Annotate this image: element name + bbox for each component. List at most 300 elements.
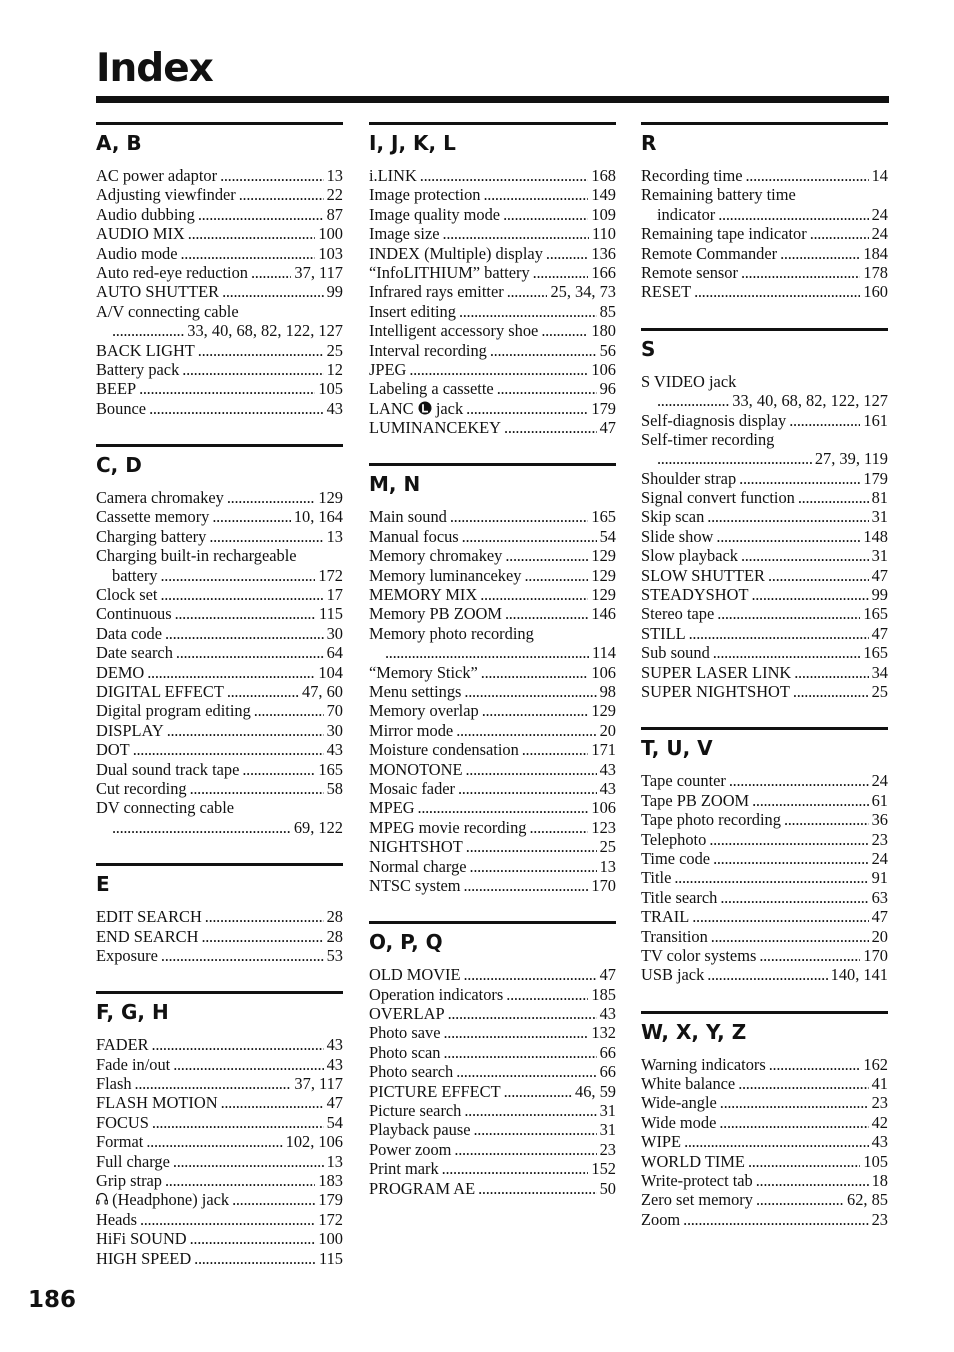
leader-dots	[443, 1023, 588, 1042]
leader-dots	[748, 1152, 860, 1171]
index-entry	[96, 1229, 343, 1248]
entry-label: BEEP	[96, 379, 137, 399]
leader-dots	[768, 566, 869, 585]
entry-pages: 20	[599, 720, 616, 740]
leader-dots	[741, 263, 860, 282]
entry-label-group	[369, 837, 463, 856]
entry-label: FADER	[96, 1035, 149, 1055]
entry-pages: 36	[871, 810, 888, 830]
entry-label-group	[641, 1210, 680, 1229]
entry-label-group	[96, 1190, 229, 1209]
entry-pages: 47, 60	[302, 681, 343, 701]
entry-label-group	[369, 166, 417, 185]
entry-label: Slow playback	[641, 546, 738, 566]
entry-pages: 149	[591, 185, 616, 205]
entry-label: NIGHTSHOT	[369, 837, 463, 857]
entry-pages: 106	[591, 359, 616, 379]
entry-label: MPEG	[369, 798, 415, 818]
index-entry	[369, 321, 616, 340]
leader-dots	[713, 643, 861, 662]
leader-dots	[717, 604, 860, 623]
index-entry	[96, 263, 343, 282]
index-entry	[641, 830, 888, 849]
entry-label-group	[641, 263, 738, 282]
entry-label-group	[369, 321, 538, 340]
entry-pages: 129	[591, 701, 616, 721]
index-entry	[369, 876, 616, 895]
index-entry	[369, 663, 616, 682]
entry-label: Image quality mode	[369, 204, 501, 224]
leader-dots	[794, 663, 868, 682]
leader-dots	[524, 566, 588, 585]
entry-pages: 43	[871, 1132, 888, 1152]
entry-pages: 102, 106	[285, 1132, 343, 1152]
leader-dots	[112, 321, 184, 340]
index-entry	[96, 624, 343, 643]
leader-dots	[464, 1101, 596, 1120]
index-entry-continued	[641, 205, 888, 224]
leader-dots	[161, 566, 316, 585]
index-entry	[369, 507, 616, 526]
entry-label: HIGH SPEED	[96, 1248, 192, 1268]
entry-label-group	[96, 740, 130, 759]
entry-pages: 13	[326, 526, 343, 546]
index-entry	[96, 185, 343, 204]
leader-dots	[810, 224, 869, 243]
entry-label-group	[641, 1055, 766, 1074]
leader-dots	[504, 1082, 572, 1101]
entry-label: Tape counter	[641, 771, 726, 791]
entry-label-group	[96, 185, 236, 204]
entry-pages: 46, 59	[575, 1081, 616, 1101]
leader-dots	[448, 1004, 597, 1023]
entry-label-suffix: jack	[435, 398, 464, 418]
index-entry	[96, 663, 343, 682]
entry-label-group	[96, 760, 239, 779]
index-entry	[641, 868, 888, 887]
entry-label-group	[96, 224, 185, 243]
leader-dots	[711, 927, 869, 946]
entry-label-group	[369, 1043, 440, 1062]
entry-label-group	[96, 1113, 149, 1132]
index-entry	[369, 1101, 616, 1120]
entry-pages: 13	[326, 166, 343, 185]
entry-label: White balance	[641, 1074, 736, 1094]
entry-pages: 70	[326, 701, 343, 721]
entry-label: MPEG movie recording	[369, 817, 527, 837]
leader-dots	[176, 643, 324, 662]
entry-pages: 129	[591, 546, 616, 566]
leader-dots	[505, 604, 588, 623]
entry-label-group	[641, 604, 714, 623]
entry-label: OLD MOVIE	[369, 965, 461, 985]
index-entry	[96, 1113, 343, 1132]
section-heading: S	[641, 336, 656, 361]
entry-pages: 115	[319, 604, 343, 624]
index-entry	[641, 927, 888, 946]
entry-pages: 43	[599, 1004, 616, 1024]
index-entry	[641, 224, 888, 243]
entry-label-group	[369, 1023, 440, 1042]
index-column-1	[96, 122, 343, 1294]
entry-label: Full charge	[96, 1151, 170, 1171]
entry-label: Zero set memory	[641, 1190, 753, 1210]
entry-pages: 179	[591, 398, 616, 418]
entry-pages: 23	[599, 1139, 616, 1159]
entry-label-group	[369, 682, 461, 701]
entry-pages: 100	[318, 1229, 343, 1249]
index-entry	[641, 1152, 888, 1171]
entry-label: WIPE	[641, 1132, 682, 1152]
index-entry	[96, 282, 343, 301]
index-entry	[369, 1120, 616, 1139]
entry-label: Format	[96, 1132, 144, 1152]
entry-label-group	[641, 888, 717, 907]
entry-label: Heads	[96, 1209, 137, 1229]
index-entry	[369, 1004, 616, 1023]
index-entry	[641, 585, 888, 604]
entry-label: DEMO	[96, 662, 145, 682]
index-entry	[641, 965, 888, 984]
entry-label: Self-diagnosis display	[641, 410, 787, 430]
entry-label-group	[369, 546, 502, 565]
leader-dots	[683, 1210, 868, 1229]
leader-dots	[484, 185, 589, 204]
section-heading: C, D	[96, 453, 142, 478]
index-entry	[369, 418, 616, 437]
entry-label: Grip strap	[96, 1171, 163, 1191]
entry-pages: 47	[326, 1093, 343, 1113]
index-entry	[96, 760, 343, 779]
entry-pages: 10, 164	[293, 507, 343, 527]
leader-dots	[182, 360, 323, 379]
entry-label: Digital program editing	[96, 701, 251, 721]
leader-dots	[482, 701, 589, 720]
leader-dots	[506, 985, 588, 1004]
entry-pages: 165	[318, 759, 343, 779]
entry-label-group	[369, 1140, 451, 1159]
entry-label-group	[369, 798, 415, 817]
entry-label-group	[96, 779, 187, 798]
entry-label-group	[641, 244, 777, 263]
leader-dots	[173, 1152, 324, 1171]
entry-label: Write-protect tab	[641, 1171, 753, 1191]
entry-pages: 17	[326, 585, 343, 605]
entry-label-group	[641, 469, 736, 488]
entry-pages: 85	[599, 301, 616, 321]
entry-label-group	[641, 791, 749, 810]
entry-label: Memory photo recording	[369, 623, 534, 643]
entry-pages: 129	[591, 565, 616, 585]
page-title: Index	[96, 46, 213, 91]
entry-pages: 170	[591, 875, 616, 895]
entry-label-group	[369, 663, 478, 682]
index-entry	[641, 946, 888, 965]
index-entry	[641, 527, 888, 546]
entry-pages: 114	[592, 643, 616, 663]
entry-label-group	[641, 166, 743, 185]
index-entry-continued	[641, 449, 888, 468]
entry-label-group	[369, 965, 461, 984]
entry-label: i.LINK	[369, 166, 417, 185]
entry-label: Adjusting viewfinder	[96, 185, 236, 205]
entry-label-group	[641, 224, 807, 243]
entry-label-group	[96, 1229, 187, 1248]
entry-pages: 37, 117	[294, 1074, 343, 1094]
index-entry	[96, 205, 343, 224]
entry-label: Zoom	[641, 1209, 681, 1229]
entry-label: Camera chromakey	[96, 488, 224, 508]
entry-pages: 43	[326, 740, 343, 760]
index-entry	[369, 282, 616, 301]
entry-pages: 28	[326, 926, 343, 946]
entry-pages: 33, 40, 68, 82, 122, 127	[732, 391, 888, 411]
entry-pages: 87	[326, 204, 343, 224]
leader-dots	[505, 546, 588, 565]
entry-pages: 12	[326, 359, 343, 379]
leader-dots	[167, 721, 324, 740]
entry-label: TV color systems	[641, 945, 757, 965]
entry-pages: 179	[318, 1190, 343, 1210]
index-section	[641, 122, 888, 302]
entry-label-group	[96, 1132, 143, 1151]
leader-dots	[789, 411, 860, 430]
entry-pages: 24	[871, 224, 888, 244]
entry-label-group	[369, 740, 519, 759]
index-entry	[369, 1140, 616, 1159]
index-entry	[641, 1171, 888, 1190]
entry-pages: 171	[591, 740, 616, 760]
leader-dots	[739, 469, 860, 488]
leader-dots	[456, 1062, 596, 1081]
entry-pages: 43	[599, 759, 616, 779]
entry-pages: 172	[318, 1209, 343, 1229]
entry-label-group	[96, 624, 162, 643]
index-entry	[641, 810, 888, 829]
entry-pages: 50	[599, 1178, 616, 1198]
index-entry	[96, 585, 343, 604]
leader-dots	[221, 1093, 324, 1112]
entry-pages: 54	[326, 1112, 343, 1132]
index-section	[641, 328, 888, 702]
entry-label-group	[96, 1249, 191, 1268]
entry-pages: 91	[871, 868, 888, 888]
leader-dots	[220, 166, 324, 185]
index-entry	[641, 1190, 888, 1209]
entry-pages: 31	[871, 546, 888, 566]
entry-pages: 53	[326, 945, 343, 965]
leader-dots	[504, 418, 597, 437]
entry-pages: 148	[863, 526, 888, 546]
entry-label-group	[96, 341, 195, 360]
index-entry	[641, 888, 888, 907]
entry-pages: 13	[326, 1151, 343, 1171]
index-entry	[96, 907, 343, 926]
leader-dots	[242, 760, 315, 779]
lanc-icon	[418, 403, 432, 418]
index-entry	[96, 507, 343, 526]
index-entry	[369, 566, 616, 585]
index-entry	[369, 604, 616, 623]
entry-label: SUPER LASER LINK	[641, 662, 792, 682]
entry-label-group	[96, 1171, 162, 1190]
entry-pages: 25, 34, 73	[550, 282, 616, 302]
entry-label-group	[96, 643, 173, 662]
entry-label-group	[369, 1120, 471, 1139]
index-entry	[96, 1171, 343, 1190]
entry-pages: 22	[326, 185, 343, 205]
index-entry	[96, 643, 343, 662]
leader-dots	[716, 527, 860, 546]
entry-pages: 31	[599, 1120, 616, 1140]
entry-pages: 33, 40, 68, 82, 122, 127	[187, 321, 343, 341]
entry-pages: 47	[599, 965, 616, 985]
entry-label: Manual focus	[369, 526, 459, 546]
entry-pages: 179	[863, 468, 888, 488]
index-section	[96, 863, 343, 965]
entry-pages: 30	[326, 720, 343, 740]
leader-dots	[160, 585, 323, 604]
entry-label-group	[96, 507, 209, 526]
entry-pages: 64	[326, 643, 343, 663]
leader-dots	[462, 527, 597, 546]
entry-pages: 24	[871, 204, 888, 224]
entry-label-group	[96, 682, 224, 701]
entry-label: Memory overlap	[369, 701, 479, 721]
leader-dots	[741, 546, 869, 565]
leader-dots	[522, 740, 589, 759]
index-entry	[641, 624, 888, 643]
index-entry	[641, 1132, 888, 1151]
entry-label: Print mark	[369, 1159, 439, 1179]
entry-label-group	[96, 379, 136, 398]
entry-pages: 146	[591, 604, 616, 624]
entry-label-group	[369, 1159, 439, 1178]
index-entry	[369, 721, 616, 740]
entry-label-group	[369, 760, 463, 779]
leader-dots	[173, 1055, 323, 1074]
entry-label-group	[96, 399, 146, 418]
entry-label-continued: indicator	[657, 204, 716, 224]
entry-label: OVERLAP	[369, 1004, 445, 1024]
entry-pages: 178	[863, 262, 888, 282]
index-entry	[641, 1113, 888, 1132]
index-entry	[369, 341, 616, 360]
index-section	[96, 444, 343, 837]
entry-pages: 165	[863, 643, 888, 663]
entry-pages: 185	[591, 984, 616, 1004]
title-rule	[96, 96, 889, 103]
index-entry	[96, 1249, 343, 1268]
leader-dots	[456, 721, 596, 740]
entry-pages: 25	[871, 681, 888, 701]
leader-dots	[205, 907, 324, 926]
leader-dots	[418, 798, 589, 817]
entry-label: SLOW SHUTTER	[641, 565, 765, 585]
entry-label-group	[96, 1035, 149, 1054]
entry-label-group	[641, 682, 790, 701]
index-entry	[641, 244, 888, 263]
index-entry	[369, 798, 616, 817]
entry-pages: 115	[319, 1248, 343, 1268]
entry-label: Recording time	[641, 166, 743, 185]
leader-dots	[146, 1132, 282, 1151]
index-entry	[641, 469, 888, 488]
leader-dots	[198, 341, 324, 360]
index-section	[96, 991, 343, 1268]
leader-dots	[530, 818, 589, 837]
entry-pages: 160	[863, 282, 888, 302]
entry-label-group	[641, 1074, 735, 1093]
entry-label-group	[641, 810, 781, 829]
entry-label-group	[369, 244, 543, 263]
entry-label-group	[96, 907, 202, 926]
index-entry	[96, 488, 343, 507]
entry-pages: 165	[591, 507, 616, 527]
entry-pages: 54	[599, 526, 616, 546]
entry-label: PROGRAM AE	[369, 1178, 476, 1198]
entry-label: USB jack	[641, 965, 705, 985]
entry-label-group	[641, 585, 748, 604]
leader-dots	[201, 927, 323, 946]
entry-label-group	[641, 663, 791, 682]
entry-label: Remaining battery time	[641, 185, 796, 205]
entry-label-group	[641, 643, 710, 662]
entry-label: Operation indicators	[369, 984, 504, 1004]
entry-pages: 34	[871, 662, 888, 682]
entry-pages: 47	[871, 907, 888, 927]
entry-label-group	[96, 701, 251, 720]
entry-pages: 42	[871, 1112, 888, 1132]
entry-pages: 28	[326, 907, 343, 927]
entry-label: Photo search	[369, 1062, 454, 1082]
entry-label-group	[369, 585, 477, 604]
leader-dots	[443, 1043, 596, 1062]
leader-dots	[161, 946, 324, 965]
entry-label: SUPER NIGHTSHOT	[641, 681, 790, 701]
leader-dots	[232, 1190, 315, 1209]
index-entry	[96, 779, 343, 798]
entry-label-group	[369, 1179, 475, 1198]
entry-label: Image size	[369, 224, 440, 244]
leader-dots	[466, 399, 588, 418]
entry-label: AC power adaptor	[96, 166, 218, 185]
entry-label: Photo save	[369, 1023, 441, 1043]
entry-label-group	[96, 1152, 170, 1171]
entry-pages: 184	[863, 243, 888, 263]
entry-label: Remote sensor	[641, 262, 738, 282]
entry-pages: 27, 39, 119	[814, 449, 888, 469]
index-entry	[369, 1043, 616, 1062]
leader-dots	[149, 399, 324, 418]
index-entry	[369, 985, 616, 1004]
entry-pages: 129	[318, 488, 343, 508]
leader-dots	[458, 779, 597, 798]
entry-label-group	[96, 1210, 137, 1229]
leader-dots	[657, 391, 729, 410]
entry-pages: 96	[599, 379, 616, 399]
leader-dots	[738, 1074, 868, 1093]
section-heading: A, B	[96, 131, 142, 155]
leader-dots	[140, 1210, 315, 1229]
index-entry	[369, 546, 616, 565]
entry-pages: 13	[599, 856, 616, 876]
entry-label-group	[369, 604, 502, 623]
entry-label: Bounce	[96, 398, 147, 418]
entry-label: Main sound	[369, 507, 447, 527]
leader-dots	[175, 604, 316, 623]
entry-label: PICTURE EFFECT	[369, 1081, 501, 1101]
